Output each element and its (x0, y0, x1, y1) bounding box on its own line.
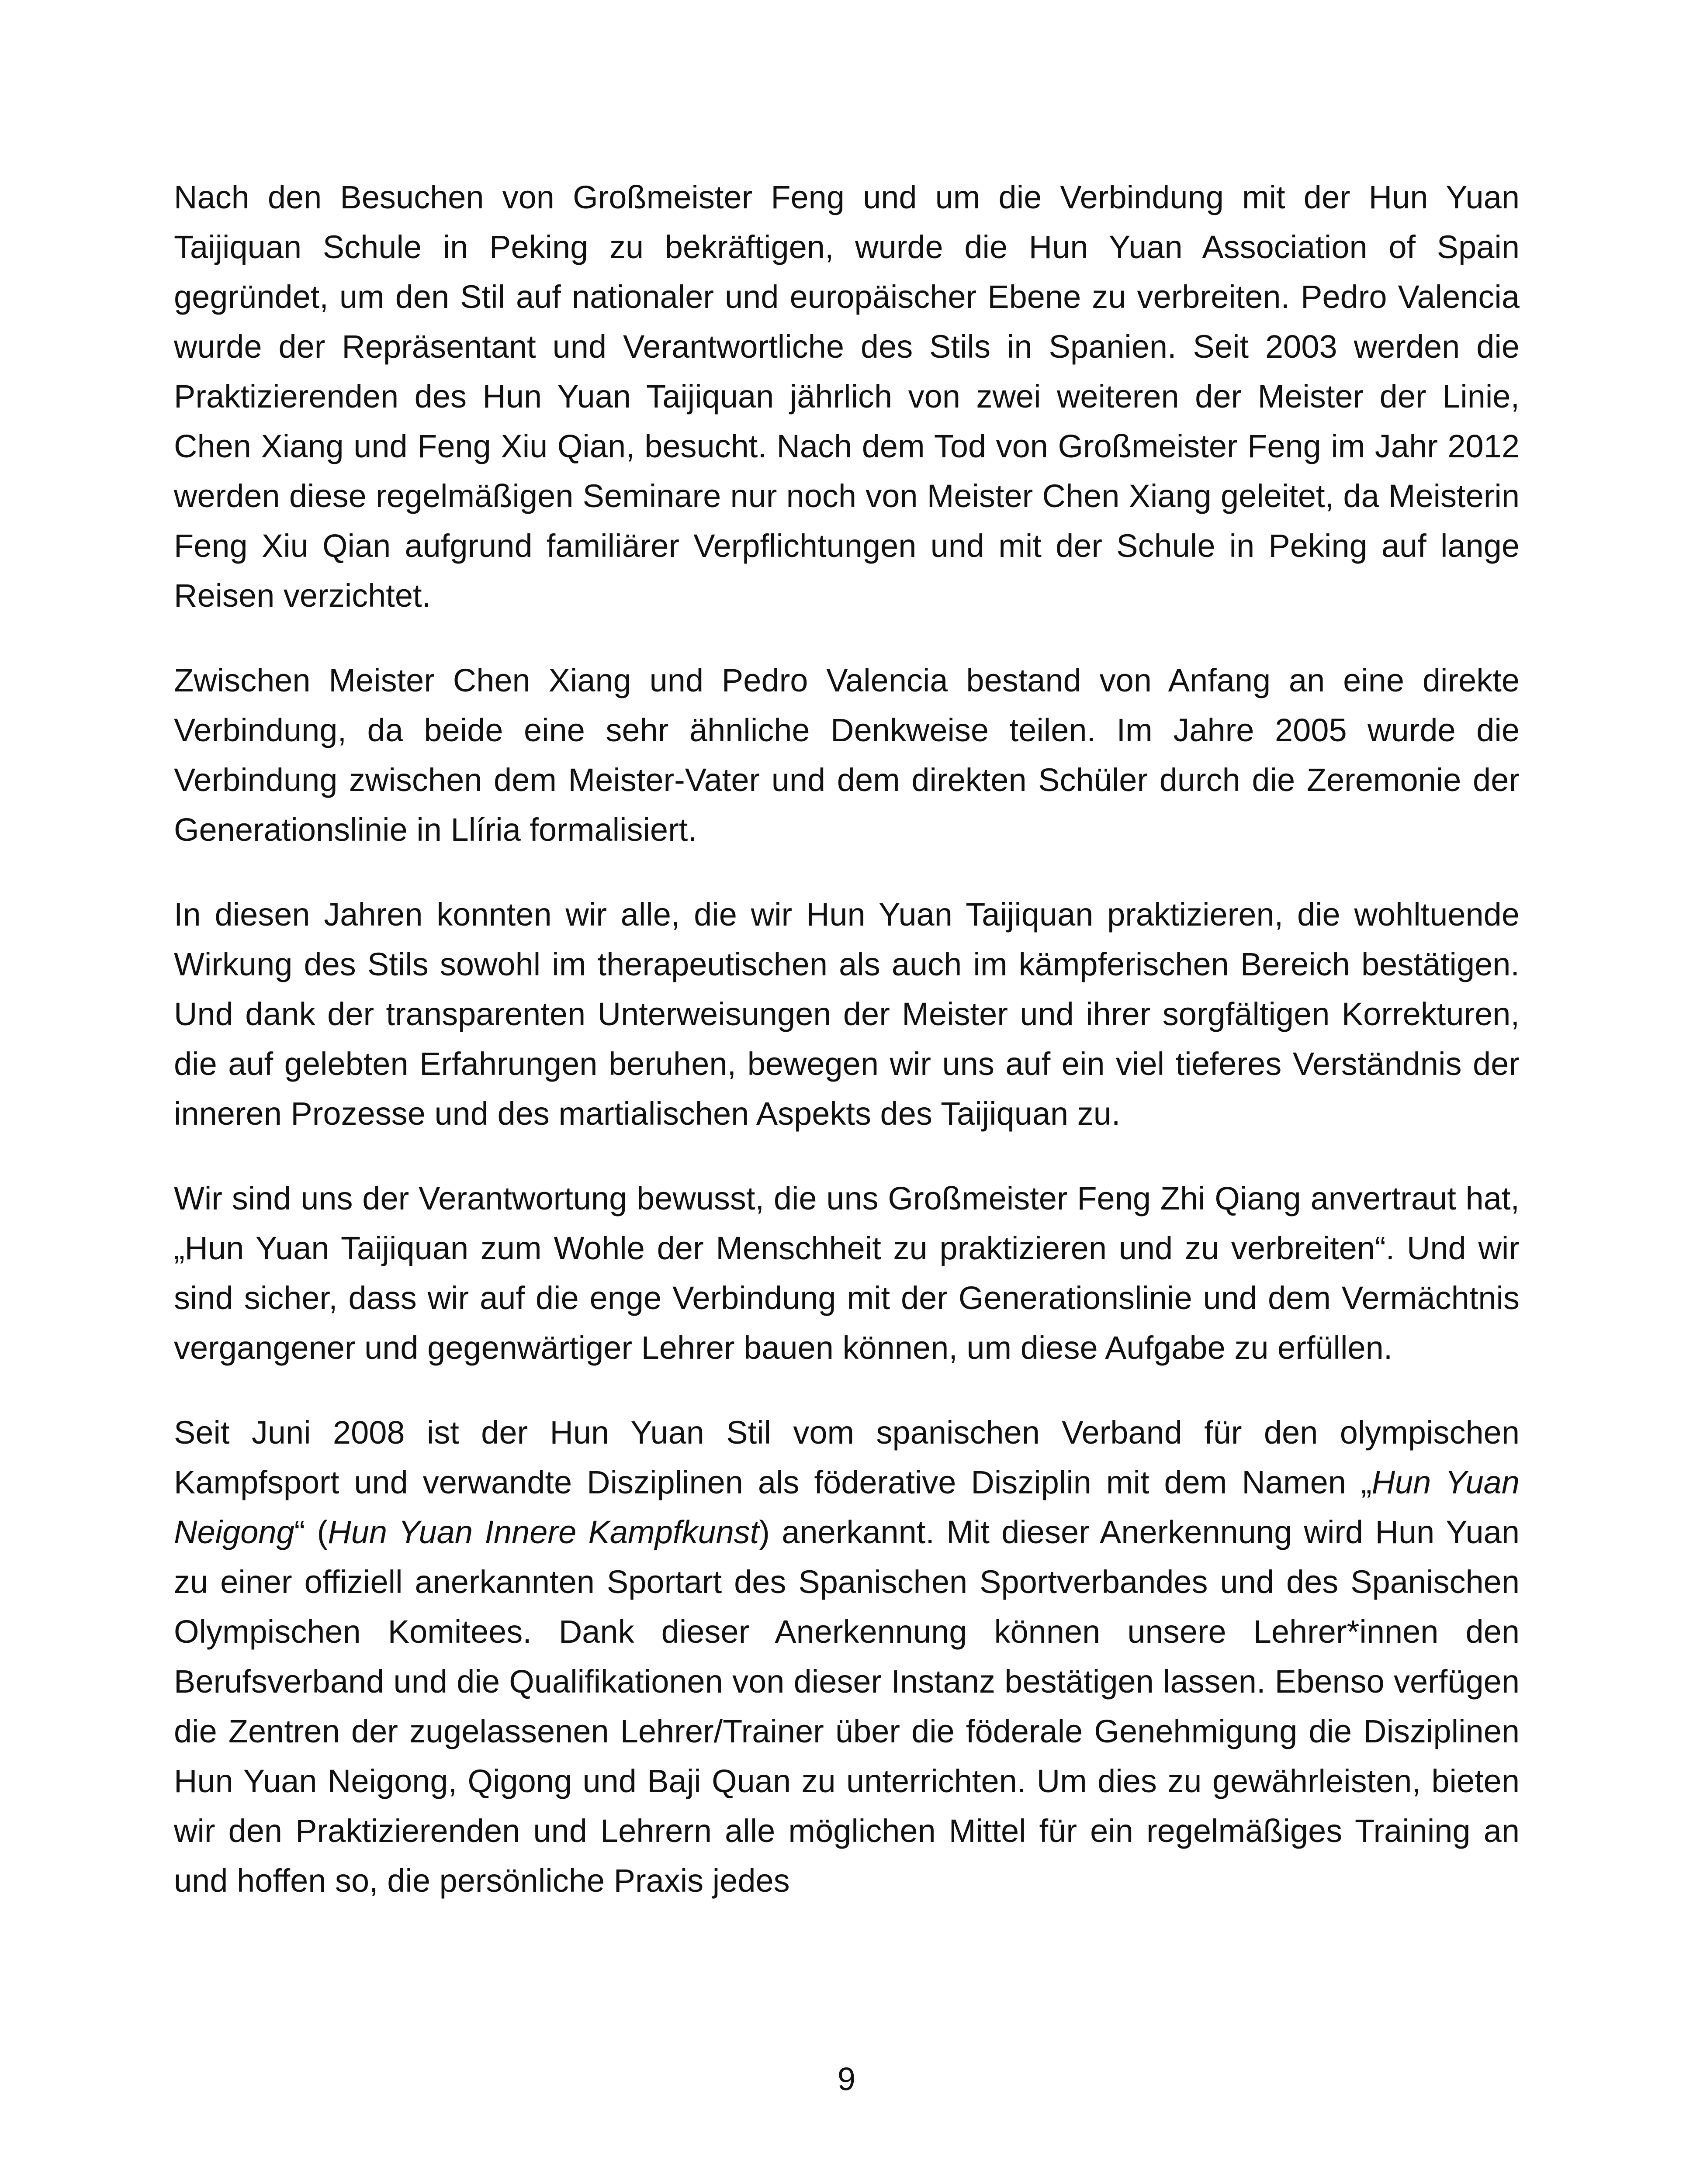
paragraph-4 (174, 1174, 1520, 1373)
page-number: 9 (837, 2061, 856, 2097)
paragraph-text: Seit Juni 2008 ist der Hun Yuan Stil vom spanischen Verband für den olympischen Kampfsport und verwandte Disziplinen als föderative Disziplin mit dem Namen „ (174, 1414, 1520, 1500)
paragraph-text: Zwischen Meister Chen Xiang und Pedro Valencia bestand von Anfang an eine direkte Verbindung, da beide eine sehr ähnliche Denkweise teilen. Im Jahre 2005 wurde die Verbindung zwischen dem Meister-Vater und dem direkten Schüler durch die Zeremonie der Generationslinie in Llíria formalisiert. (174, 662, 1520, 848)
paragraph-text: “ ( (294, 1514, 328, 1550)
paragraph-5 (174, 1408, 1520, 1906)
italic-term: Hun Yuan Innere Kampfkunst (328, 1514, 759, 1550)
body-text (174, 173, 1520, 1906)
italic-term: Hun Yuan Neigong (174, 1464, 1520, 1550)
paragraph-1 (174, 173, 1520, 621)
paragraph-text: In diesen Jahren konnten wir alle, die wir Hun Yuan Taijiquan praktizieren, die wohltuende Wirkung des Stils sowohl im therapeutischen als auch im kämpferischen Bereich bestätigen. Und dank der transparenten Unterweisungen der Meister und ihrer sorgfältigen Korrekturen, die auf gelebten Erfahrungen beruhen, bewegen wir uns auf ein viel tieferes Verständnis der inneren Prozesse und des martialischen Aspekts des Taijiquan zu. (174, 896, 1520, 1132)
paragraph-text: Wir sind uns der Verantwortung bewusst, die uns Großmeister Feng Zhi Qiang anvertraut hat, „Hun Yuan Taijiquan zum Wohle der Menschheit zu praktizieren und zu verbreiten“. Und wir sind sicher, dass wir auf die enge Verbindung mit der Generationslinie und dem Vermächtnis vergangener und gegenwärtiger Lehrer bauen können, um diese Aufgabe zu erfüllen. (174, 1180, 1520, 1366)
paragraph-3 (174, 890, 1520, 1139)
paragraph-text: ) anerkannt. Mit dieser Anerkennung wird Hun Yuan zu einer offiziell anerkannten Sportart des Spanischen Sportverbandes und des Spanischen Olympischen Komitees. Dank dieser Anerkennung können unsere Lehrer*innen den Berufsverband und die Qualifikationen von dieser Instanz bestätigen lassen. Ebenso verfügen die Zentren der zugelassenen Lehrer/Trainer über die föderale Genehmigung die Disziplinen Hun Yuan Neigong, Qigong und Baji Quan zu unterrichten. Um dies zu gewährleisten, bieten wir den Praktizierenden und Lehrern alle möglichen Mittel für ein regelmäßiges Training an und hoffen so, die persönliche Praxis jedes (174, 1514, 1520, 1899)
paragraph-text: Nach den Besuchen von Großmeister Feng und um die Verbindung mit der Hun Yuan Taijiquan Schule in Peking zu bekräftigen, wurde die Hun Yuan Association of Spain gegründet, um den Stil auf nationaler und europäischer Ebene zu verbreiten. Pedro Valencia wurde der Repräsentant und Verantwortliche des Stils in Spanien. Seit 2003 werden die Praktizierenden des Hun Yuan Taijiquan jährlich von zwei weiteren der Meister der Linie, Chen Xiang und Feng Xiu Qian, besucht. Nach dem Tod von Großmeister Feng im Jahr 2012 werden diese regelmäßigen Seminare nur noch von Meister Chen Xiang geleitet, da Meisterin Feng Xiu Qian aufgrund familiärer Verpflichtungen und mit der Schule in Peking auf lange Reisen verzichtet. (174, 179, 1520, 614)
paragraph-2 (174, 656, 1520, 855)
